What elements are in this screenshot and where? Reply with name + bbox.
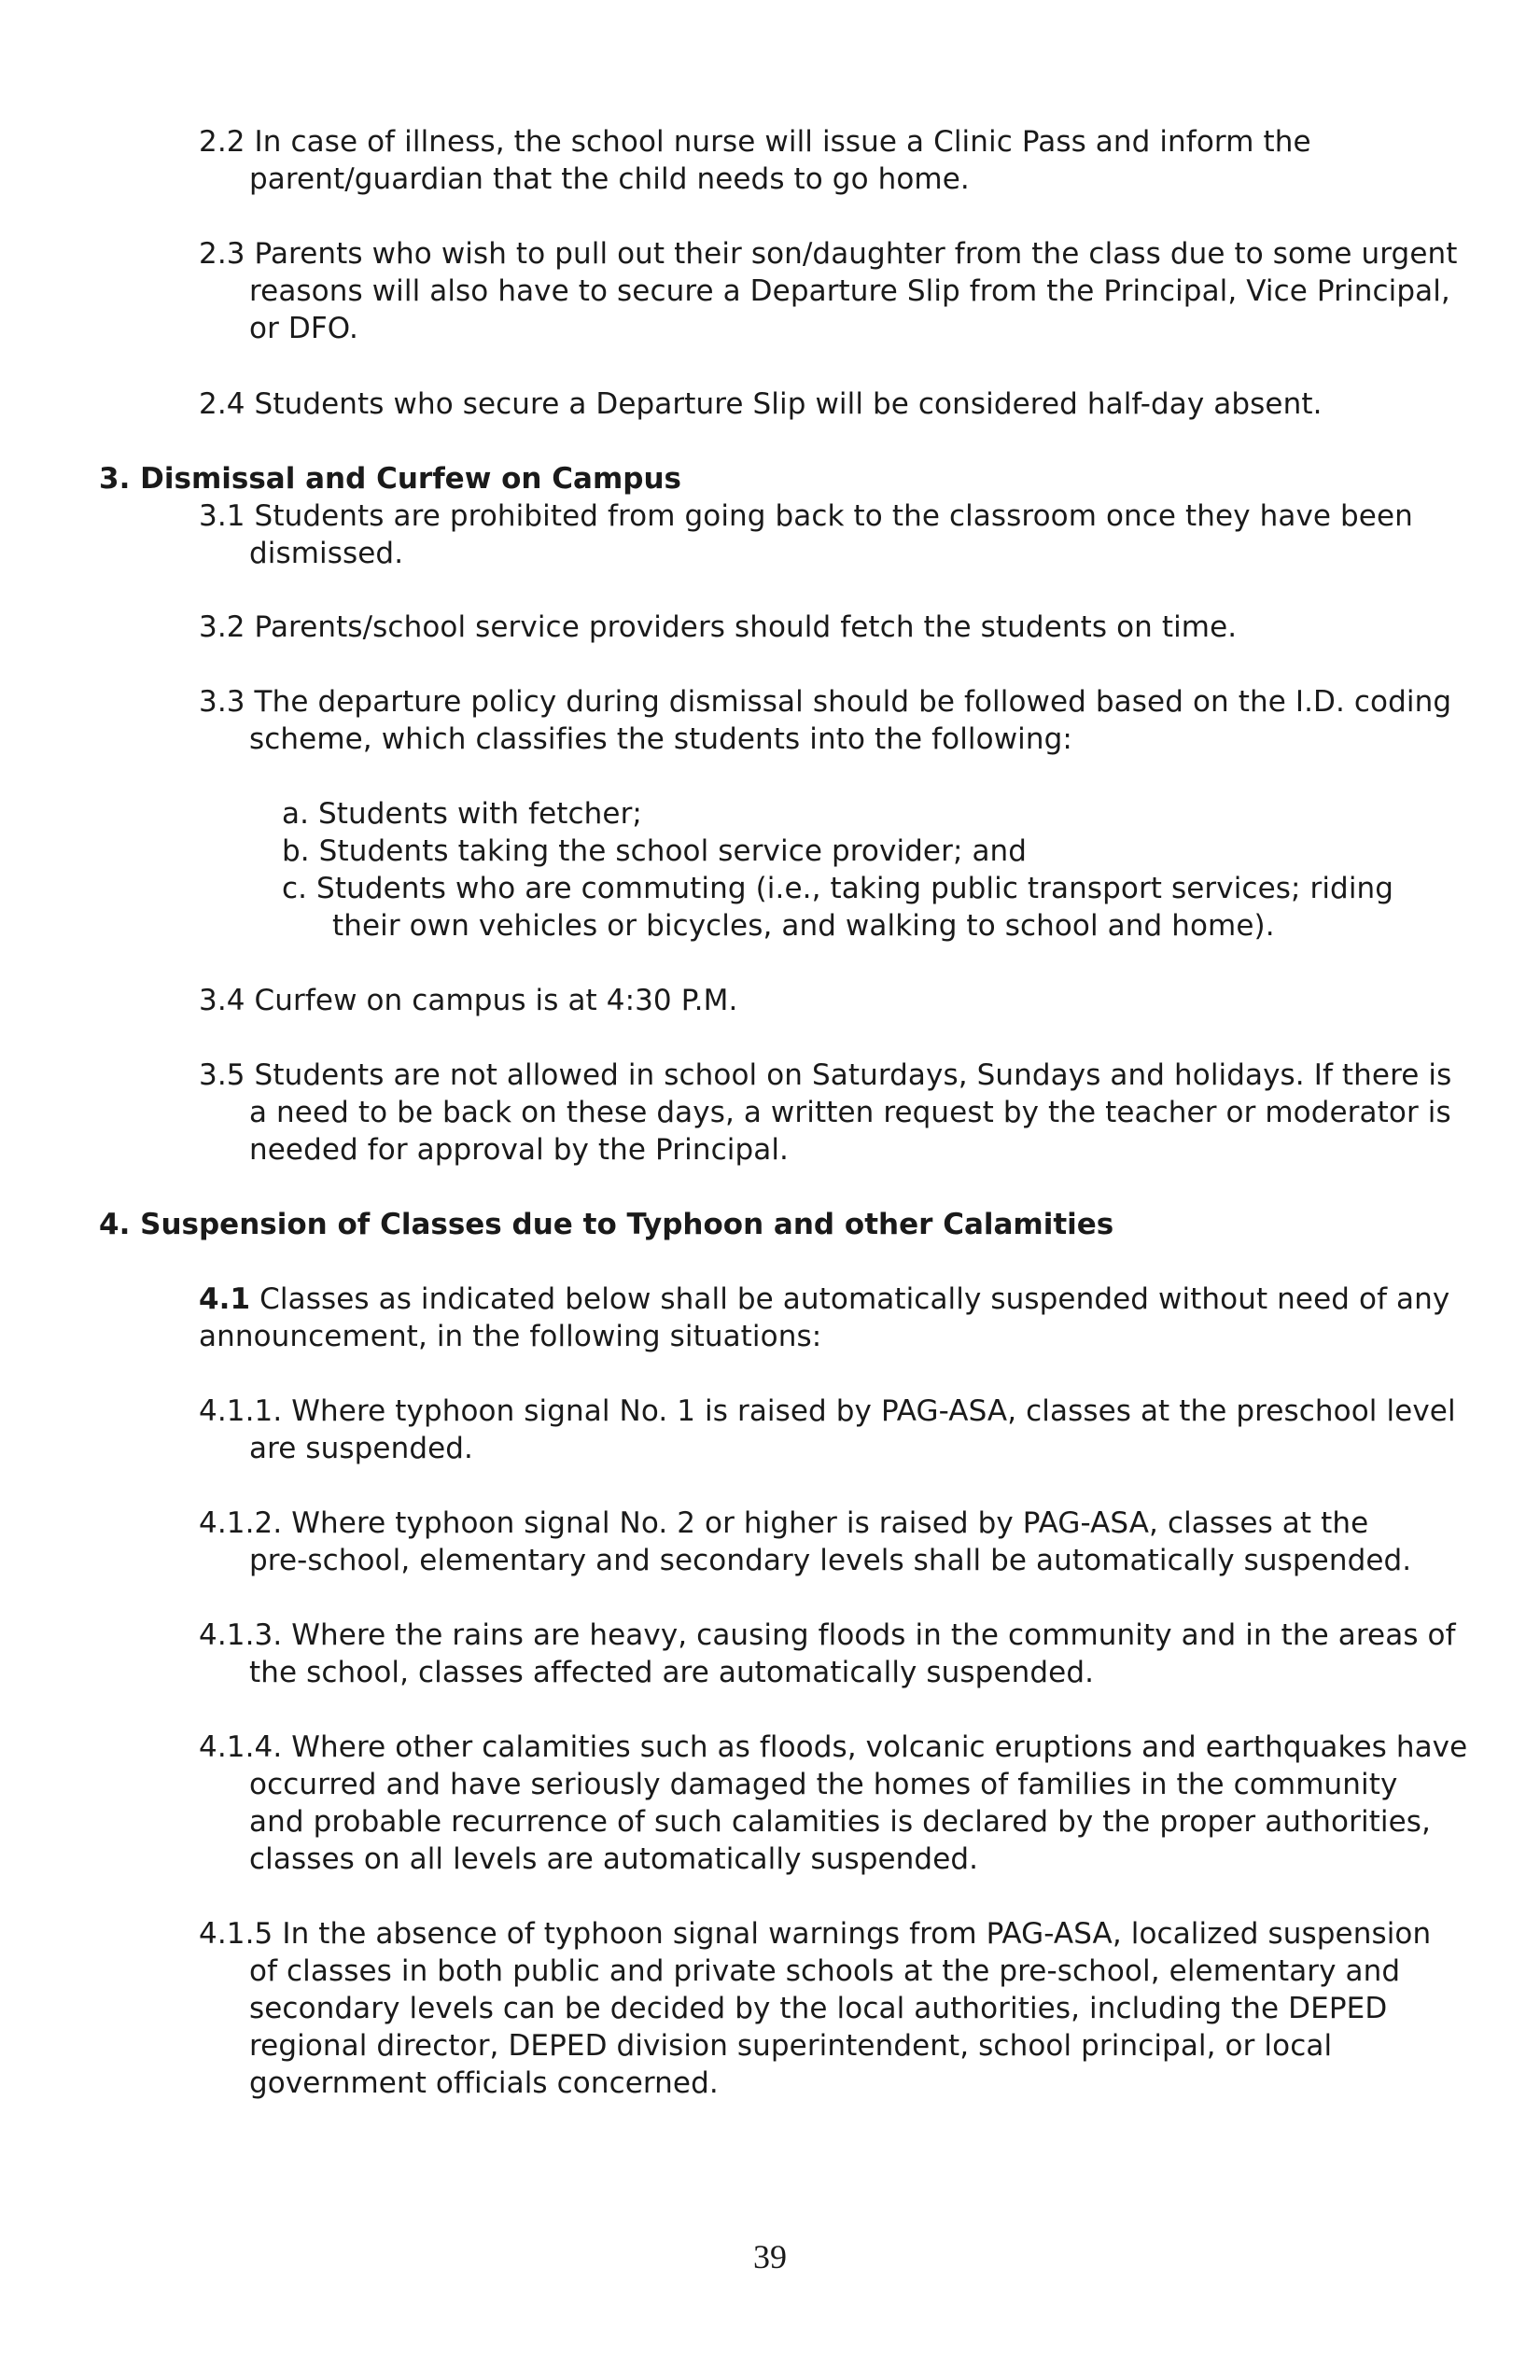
paragraph-line: 2.2 In case of illness, the school nurse will issue a Clinic Pass and inform the	[199, 125, 1311, 159]
list-item-continuation: their own vehicles or bicycles, and walking to school and home).	[332, 909, 1275, 943]
paragraph-4-1-2	[199, 1505, 1411, 1579]
paragraph-line: government officials concerned.	[249, 2066, 719, 2100]
section-heading-4: 4. Suspension of Classes due to Typhoon and other Calamities	[99, 1208, 1114, 1241]
paragraph-line: reasons will also have to secure a Departure Slip from the Principal, Vice Principal,	[249, 274, 1450, 308]
paragraph-text: Classes as indicated below shall be automatically suspended without need of any	[250, 1282, 1450, 1316]
paragraph-3-3	[199, 683, 1451, 758]
paragraph-line: announcement, in the following situations:	[199, 1320, 822, 1353]
paragraph-line: 2.3 Parents who wish to pull out their son/daughter from the class due to some urgent	[199, 237, 1458, 271]
paragraph-line: 4.1.5 In the absence of typhoon signal warnings from PAG-ASA, localized suspension	[199, 1917, 1432, 1951]
paragraph-line: 4.1.4. Where other calamities such as floods, volcanic eruptions and earthquakes have	[199, 1730, 1468, 1764]
paragraph-3-1	[199, 497, 1413, 572]
paragraph-line: the school, classes affected are automatically suspended.	[249, 1656, 1095, 1689]
paragraph-line: 4.1.1. Where typhoon signal No. 1 is raised by PAG-ASA, classes at the preschool level	[199, 1394, 1456, 1428]
paragraph-line: a need to be back on these days, a written request by the teacher or moderator is	[249, 1096, 1451, 1129]
paragraph-4-1	[199, 1281, 1449, 1355]
list-item: a. Students with fetcher;	[282, 797, 642, 831]
paragraph-line: or DFO.	[249, 312, 358, 345]
paragraph-line: 3.1 Students are prohibited from going back to the classroom once they have been	[199, 499, 1413, 533]
page-number: 39	[753, 2238, 787, 2275]
paragraph-2-3	[199, 235, 1458, 347]
paragraph-4-1-4	[199, 1729, 1467, 1878]
list-3-3	[282, 795, 1393, 945]
section-heading-3: 3. Dismissal and Curfew on Campus	[99, 462, 681, 496]
paragraph-line: pre-school, elementary and secondary levels shall be automatically suspended.	[249, 1544, 1412, 1577]
paragraph-line: 2.4 Students who secure a Departure Slip will be considered half-day absent.	[199, 387, 1323, 421]
paragraph-line: needed for approval by the Principal.	[249, 1133, 790, 1167]
paragraph-line: scheme, which classifies the students into the following:	[249, 722, 1072, 756]
paragraph-line: classes on all levels are automatically suspended.	[249, 1842, 979, 1876]
paragraph-line: 3.5 Students are not allowed in school on Saturdays, Sundays and holidays. If there is	[199, 1058, 1452, 1092]
paragraph-4-1-3	[199, 1617, 1456, 1691]
paragraph-line: dismissed.	[249, 537, 404, 570]
paragraph-line: parent/guardian that the child needs to go home.	[249, 162, 970, 196]
paragraph-3-4	[199, 982, 737, 1019]
paragraph-3-2	[199, 609, 1237, 646]
paragraph-line: regional director, DEPED division superintendent, school principal, or local	[249, 2029, 1333, 2063]
paragraph-line: are suspended.	[249, 1432, 474, 1465]
paragraph-2-2	[199, 123, 1311, 198]
paragraph-line: of classes in both public and private schools at the pre-school, elementary and	[249, 1954, 1401, 1988]
paragraph-line: 3.3 The departure policy during dismissal should be followed based on the I.D. coding	[199, 685, 1452, 719]
paragraph-line: secondary levels can be decided by the local authorities, including the DEPED	[249, 1992, 1388, 2025]
paragraph-line: 3.2 Parents/school service providers should fetch the students on time.	[199, 610, 1238, 644]
paragraph-4-1-1	[199, 1393, 1456, 1467]
paragraph-number: 4.1	[199, 1282, 251, 1316]
paragraph-line	[199, 1281, 1449, 1318]
paragraph-line: 4.1.3. Where the rains are heavy, causing floods in the community and in the areas of	[199, 1618, 1456, 1652]
paragraph-3-5	[199, 1057, 1451, 1169]
paragraph-4-1-5	[199, 1915, 1431, 2102]
list-item: b. Students taking the school service provider; and	[282, 834, 1028, 868]
paragraph-line: occurred and have seriously damaged the homes of families in the community	[249, 1768, 1398, 1801]
paragraph-2-4	[199, 385, 1323, 423]
paragraph-line: 3.4 Curfew on campus is at 4:30 P.M.	[199, 984, 738, 1017]
list-item: c. Students who are commuting (i.e., taking public transport services; riding	[282, 872, 1394, 905]
paragraph-line: 4.1.2. Where typhoon signal No. 2 or higher is raised by PAG-ASA, classes at the	[199, 1506, 1369, 1540]
paragraph-line: and probable recurrence of such calamities is declared by the proper authorities,	[249, 1805, 1432, 1839]
